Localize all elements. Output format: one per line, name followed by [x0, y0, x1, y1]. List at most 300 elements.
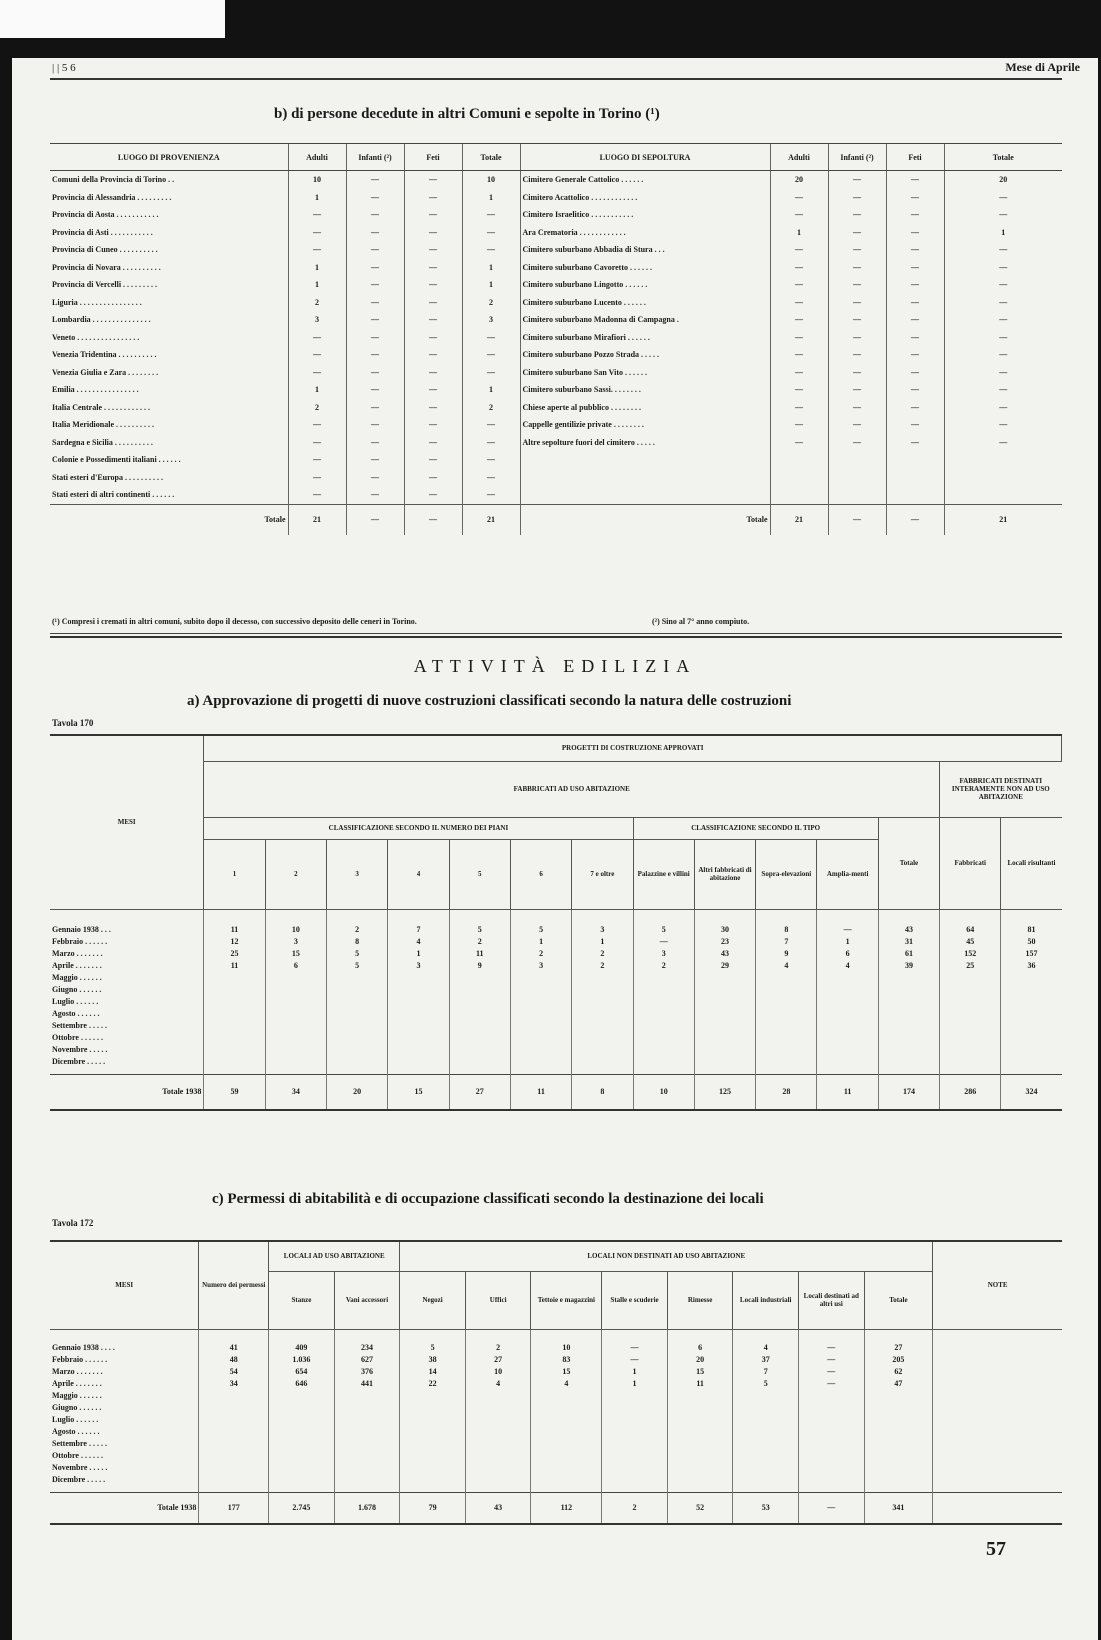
table-cell: — — [798, 1354, 864, 1366]
table-row — [50, 936, 1062, 948]
head-numero-piani: CLASSIFICAZIONE SECONDO IL NUMERO DEI PIANI — [204, 817, 633, 839]
total-cell: 174 — [878, 1074, 939, 1110]
table-cell: Cimitero suburbano Pozzo Strada . . . . . — [520, 346, 770, 364]
table-cell: Cimitero suburbano San Vito . . . . . . — [520, 364, 770, 382]
table-cell: 4 — [817, 960, 878, 972]
table-cell — [886, 486, 944, 504]
table-cell: Provincia di Aosta . . . . . . . . . . . — [52, 210, 159, 220]
table-header-row — [50, 144, 1062, 171]
note-cell — [933, 1414, 1062, 1426]
table-cell: — — [828, 329, 886, 347]
table-cell — [510, 1056, 571, 1068]
table-cell — [878, 972, 939, 984]
table-cell: 5 — [633, 909, 694, 936]
note-cell — [933, 1474, 1062, 1486]
table-cell: 2 — [288, 399, 346, 417]
table-cell: Venezia Giulia e Zara . . . . . . . . — [52, 367, 159, 377]
table-cell: 43 — [878, 909, 939, 936]
table-cell — [204, 1056, 265, 1068]
table-cell — [878, 1056, 939, 1068]
table-cell — [798, 1390, 864, 1402]
col-locali-altri-usi: Locali destinati ad altri usi — [798, 1271, 864, 1329]
table-cell: 4 — [733, 1329, 799, 1354]
note-cell — [933, 1329, 1062, 1354]
table-cell — [733, 1462, 799, 1474]
table-cell: 1 — [288, 381, 346, 399]
table-cell — [828, 469, 886, 487]
total-cell: 8 — [572, 1074, 633, 1110]
table-cell — [449, 972, 510, 984]
table-cell — [334, 1462, 400, 1474]
table-cell: — — [404, 241, 462, 259]
table-cell: 4 — [388, 936, 449, 948]
table-cell: — — [288, 329, 346, 347]
table-cell — [944, 486, 1062, 504]
note-cell — [933, 1390, 1062, 1402]
table-cell: — — [886, 311, 944, 329]
table-cell — [756, 1008, 817, 1020]
table-cell — [733, 1390, 799, 1402]
table-row — [50, 996, 1062, 1008]
table-cell — [1001, 1020, 1062, 1032]
table-cell: 27 — [864, 1329, 933, 1354]
table-cell: 654 — [269, 1366, 335, 1378]
table-cell — [940, 996, 1001, 1008]
table-cell: — — [828, 241, 886, 259]
table-cell — [334, 1390, 400, 1402]
table-cell: 9 — [756, 948, 817, 960]
table-cell — [265, 1056, 326, 1068]
month-label: Febbraio . . . . . . — [52, 937, 108, 946]
month-label: Novembre . . . . . — [52, 1463, 108, 1472]
table-cell — [667, 1474, 733, 1486]
table-cell — [633, 1044, 694, 1056]
note-cell — [933, 1354, 1062, 1366]
table-cell: 15 — [667, 1366, 733, 1378]
month-label: Aprile . . . . . . . — [52, 961, 102, 970]
table-cell — [326, 1032, 387, 1044]
col-infanti: Infanti (²) — [346, 144, 404, 171]
rule-1 — [50, 633, 1062, 634]
month-label: Dicembre . . . . . — [52, 1057, 106, 1066]
table-cell — [400, 1426, 466, 1438]
table-cell: Altre sepolture fuori del cimitero . . . . . — [520, 434, 770, 452]
table-cell — [733, 1474, 799, 1486]
head-progetti: PROGETTI DI COSTRUZIONE APPROVATI — [204, 735, 1062, 761]
table-row — [50, 1378, 1062, 1390]
table-cell — [667, 1402, 733, 1414]
total-cell: 43 — [465, 1492, 531, 1524]
table-cell: — — [404, 294, 462, 312]
table-cell: — — [828, 416, 886, 434]
col-totale: Totale — [878, 817, 939, 909]
table-projects-body — [50, 909, 1062, 1110]
month-label: Febbraio . . . . . . — [52, 1355, 108, 1364]
table-cell: 14 — [400, 1366, 466, 1378]
table-cell: 441 — [334, 1378, 400, 1390]
table-cell — [400, 1438, 466, 1450]
month-label: Maggio . . . . . . — [52, 1391, 102, 1400]
table-row — [50, 1032, 1062, 1044]
col-palazzine: Palazzine e villini — [633, 839, 694, 909]
table-cell: — — [944, 189, 1062, 207]
table-cell: 20 — [667, 1354, 733, 1366]
table-cell — [878, 1008, 939, 1020]
table-cell — [798, 1438, 864, 1450]
table-cell — [940, 1056, 1001, 1068]
table-cell: 234 — [334, 1329, 400, 1354]
table-cell: — — [462, 364, 520, 382]
table-cell: — — [602, 1354, 668, 1366]
table-cell: 1 — [944, 224, 1062, 242]
table-cell — [864, 1438, 933, 1450]
table-cell — [694, 1056, 755, 1068]
note-cell — [933, 1366, 1062, 1378]
table-cell: 1 — [462, 276, 520, 294]
table-cell: — — [288, 241, 346, 259]
table-cell: — — [770, 364, 828, 382]
table-cell: 15 — [265, 948, 326, 960]
table-cell: — — [886, 224, 944, 242]
table-cell: — — [944, 434, 1062, 452]
table-cell: — — [886, 381, 944, 399]
total-cell: 79 — [400, 1492, 466, 1524]
table-cell: 61 — [878, 948, 939, 960]
section-a-title: a) Approvazione di progetti di nuove costruzioni classificati secondo la natura delle costruzioni — [187, 693, 792, 709]
table-cell: — — [770, 311, 828, 329]
col-tettoie: Tettoie e magazzini — [531, 1271, 602, 1329]
table-cell: 1 — [288, 259, 346, 277]
month-label: Novembre . . . . . — [52, 1045, 108, 1054]
table-cell: — — [404, 171, 462, 189]
table-cell — [204, 996, 265, 1008]
table-cell: 205 — [864, 1354, 933, 1366]
table-cell: — — [404, 469, 462, 487]
table-cell — [572, 1020, 633, 1032]
table-cell — [269, 1450, 335, 1462]
section-c-title: c) Permessi di abitabilità e di occupazione classificati secondo la destinazione dei locali — [212, 1191, 764, 1207]
table-cell: 3 — [572, 909, 633, 936]
table-cell — [449, 1044, 510, 1056]
tavola-170: Tavola 170 — [52, 718, 94, 728]
month-label: Maggio . . . . . . — [52, 973, 102, 982]
table-cell: — — [346, 434, 404, 452]
month-label: Settembre . . . . . — [52, 1439, 107, 1448]
table-cell: 1 — [388, 948, 449, 960]
table-cell: Lombardia . . . . . . . . . . . . . . . — [52, 315, 151, 325]
table-cell: 409 — [269, 1329, 335, 1354]
table-cell — [334, 1438, 400, 1450]
table-cell — [1001, 984, 1062, 996]
table-cell — [817, 1044, 878, 1056]
month-label: Giugno . . . . . . — [52, 1403, 102, 1412]
table-cell: 5 — [326, 948, 387, 960]
col-piani-6: 6 — [510, 839, 571, 909]
table-cell: — — [404, 224, 462, 242]
table-cell: Cimitero suburbano Lingotto . . . . . . — [520, 276, 770, 294]
table-cell: — — [798, 1366, 864, 1378]
col-rimesse: Rimesse — [667, 1271, 733, 1329]
table-cell: — — [944, 346, 1062, 364]
table-cell: Provincia di Cuneo . . . . . . . . . . — [52, 245, 158, 255]
table-cell — [864, 1450, 933, 1462]
table-cell — [400, 1462, 466, 1474]
table-cell — [886, 451, 944, 469]
head-fabbricati-non-abitazione: FABBRICATI DESTINATI INTERAMENTE NON AD USO ABITAZIONE — [940, 761, 1062, 817]
total-row — [50, 504, 1062, 535]
table-cell: — — [346, 276, 404, 294]
table-cell: 157 — [1001, 948, 1062, 960]
table-cell: — — [462, 451, 520, 469]
table-cell: — — [886, 171, 944, 189]
table-cell — [269, 1402, 335, 1414]
table-cell: 3 — [510, 960, 571, 972]
table-cell — [817, 1020, 878, 1032]
table-row — [50, 486, 1062, 504]
table-cell — [828, 451, 886, 469]
table-cell — [199, 1438, 269, 1450]
table-row — [50, 206, 1062, 224]
table-cell: 20 — [770, 171, 828, 189]
month-label: Aprile . . . . . . . — [52, 1379, 102, 1388]
table-cell: 5 — [449, 909, 510, 936]
table-cell — [388, 1032, 449, 1044]
table-cell: — — [404, 259, 462, 277]
header-right: Mese di Aprile — [1005, 60, 1080, 74]
total-cell: — — [798, 1492, 864, 1524]
table-cell — [770, 486, 828, 504]
table-cell: — — [346, 486, 404, 504]
table-burials — [50, 143, 1062, 535]
table-cell — [334, 1414, 400, 1426]
table-cell: — — [462, 206, 520, 224]
table-row — [50, 276, 1062, 294]
table-cell — [770, 451, 828, 469]
table-row — [50, 171, 1062, 189]
month-label: Luglio . . . . . . — [52, 1415, 99, 1424]
table-cell: — — [462, 329, 520, 347]
table-cell — [269, 1438, 335, 1450]
total-cell: — — [886, 504, 944, 535]
rule-2 — [50, 636, 1062, 638]
table-cell — [602, 1402, 668, 1414]
note-cell — [933, 1402, 1062, 1414]
table-cell — [204, 1032, 265, 1044]
table-cell: — — [770, 416, 828, 434]
table-cell: 12 — [204, 936, 265, 948]
table-cell: — — [404, 399, 462, 417]
table-cell — [572, 984, 633, 996]
table-row — [50, 1354, 1062, 1366]
table-cell: — — [886, 189, 944, 207]
table-cell: — — [828, 381, 886, 399]
table-cell: 646 — [269, 1378, 335, 1390]
table-cell: — — [886, 416, 944, 434]
month-label: Giugno . . . . . . — [52, 985, 102, 994]
table-cell: 11 — [449, 948, 510, 960]
table-cell — [756, 984, 817, 996]
table-cell — [204, 984, 265, 996]
table-cell — [1001, 1032, 1062, 1044]
table-cell: 2 — [462, 294, 520, 312]
table-cell: — — [346, 241, 404, 259]
month-label: Luglio . . . . . . — [52, 997, 99, 1006]
table-cell — [756, 1056, 817, 1068]
table-cell: — — [886, 241, 944, 259]
table-cell: — — [798, 1378, 864, 1390]
table-cell: — — [633, 936, 694, 948]
table-cell: 9 — [449, 960, 510, 972]
table-cell — [269, 1390, 335, 1402]
table-cell: 6 — [667, 1329, 733, 1354]
table-cell — [878, 1032, 939, 1044]
total-cell: 324 — [1001, 1074, 1062, 1110]
table-cell: — — [944, 294, 1062, 312]
table-cell: 8 — [756, 909, 817, 936]
table-cell: 22 — [400, 1378, 466, 1390]
table-cell: — — [462, 224, 520, 242]
table-cell: 1.036 — [269, 1354, 335, 1366]
table-cell: — — [886, 276, 944, 294]
table-cell — [531, 1414, 602, 1426]
table-cell — [798, 1402, 864, 1414]
table-cell — [199, 1390, 269, 1402]
table-cell: 8 — [326, 936, 387, 948]
table-cell — [864, 1414, 933, 1426]
col-piani-2: 2 — [265, 839, 326, 909]
table-cell — [1001, 996, 1062, 1008]
table-permits — [50, 1240, 1062, 1525]
table-cell: Stati esteri di altri continenti . . . . . . — [52, 490, 175, 500]
table-row — [50, 294, 1062, 312]
table-cell: — — [828, 206, 886, 224]
table-cell: Provincia di Vercelli . . . . . . . . . — [52, 280, 158, 290]
table-cell — [694, 1044, 755, 1056]
table-cell — [756, 972, 817, 984]
table-cell: Provincia di Alessandria . . . . . . . . . — [52, 192, 172, 202]
note-cell — [933, 1462, 1062, 1474]
month-label: Agosto . . . . . . — [52, 1009, 100, 1018]
table-cell: — — [404, 416, 462, 434]
total-cell: 34 — [265, 1074, 326, 1110]
table-cell: — — [886, 329, 944, 347]
table-cell: 11 — [204, 909, 265, 936]
table-cell: — — [404, 206, 462, 224]
table-row — [50, 1438, 1062, 1450]
table-cell: — — [886, 346, 944, 364]
table-cell: — — [288, 486, 346, 504]
table-cell: 37 — [733, 1354, 799, 1366]
col-luogo-sepoltura: LUOGO DI SEPOLTURA — [520, 144, 770, 171]
col-mesi: MESI — [50, 735, 204, 909]
table-cell — [798, 1462, 864, 1474]
table-cell — [531, 1438, 602, 1450]
col-piani-3: 3 — [326, 839, 387, 909]
table-cell: — — [944, 416, 1062, 434]
note-cell — [933, 1438, 1062, 1450]
total-cell: 2 — [602, 1492, 668, 1524]
table-row — [50, 434, 1062, 452]
table-cell — [817, 984, 878, 996]
header-rule — [50, 78, 1062, 80]
table-cell: — — [944, 241, 1062, 259]
table-cell: Cimitero suburbano Sassi. . . . . . . . — [520, 381, 770, 399]
table-cell — [531, 1462, 602, 1474]
table-cell: Liguria . . . . . . . . . . . . . . . . — [52, 297, 142, 307]
col-adulti: Adulti — [288, 144, 346, 171]
table-cell: Sardegna e Sicilia . . . . . . . . . . — [52, 437, 153, 447]
table-cell: — — [404, 451, 462, 469]
table-cell: 4 — [531, 1378, 602, 1390]
table-cell: 10 — [265, 909, 326, 936]
table-cell — [449, 1056, 510, 1068]
table-permits-body — [50, 1329, 1062, 1524]
table-cell — [531, 1474, 602, 1486]
total-cell: 28 — [756, 1074, 817, 1110]
table-cell: — — [944, 206, 1062, 224]
table-cell: — — [346, 311, 404, 329]
table-cell — [510, 1044, 571, 1056]
table-cell — [269, 1474, 335, 1486]
head-tipo: CLASSIFICAZIONE SECONDO IL TIPO — [633, 817, 878, 839]
table-cell: — — [462, 241, 520, 259]
table-cell: — — [828, 434, 886, 452]
total-cell: 15 — [388, 1074, 449, 1110]
col-sopraelevazioni: Sopra-elevazioni — [756, 839, 817, 909]
table-cell — [510, 996, 571, 1008]
total-row — [50, 1074, 1062, 1110]
table-cell — [633, 996, 694, 1008]
table-row — [50, 259, 1062, 277]
table-cell: 1 — [462, 189, 520, 207]
table-cell — [326, 1056, 387, 1068]
table-cell — [633, 984, 694, 996]
table-cell: — — [346, 206, 404, 224]
table-cell — [510, 1020, 571, 1032]
table-cell — [465, 1390, 531, 1402]
table-cell — [878, 1020, 939, 1032]
col-piani-7-oltre: 7 e oltre — [572, 839, 633, 909]
table-cell — [602, 1462, 668, 1474]
table-cell — [400, 1414, 466, 1426]
table-cell — [798, 1450, 864, 1462]
table-cell — [864, 1474, 933, 1486]
table-cell — [265, 972, 326, 984]
table-cell — [265, 1032, 326, 1044]
table-cell — [694, 1008, 755, 1020]
table-cell: — — [346, 399, 404, 417]
table-cell — [449, 1032, 510, 1044]
table-cell — [449, 996, 510, 1008]
table-cell — [400, 1450, 466, 1462]
table-cell: 1 — [817, 936, 878, 948]
table-row — [50, 311, 1062, 329]
table-row — [50, 346, 1062, 364]
table-cell — [572, 972, 633, 984]
table-cell — [602, 1474, 668, 1486]
table-cell: Venezia Tridentina . . . . . . . . . . — [52, 350, 157, 360]
table-cell — [602, 1450, 668, 1462]
table-cell: — — [886, 206, 944, 224]
table-cell: — — [462, 486, 520, 504]
col-altri-fabbricati: Altri fabbricati di abitazione — [694, 839, 755, 909]
col-note: NOTE — [933, 1241, 1062, 1329]
table-cell: — — [288, 451, 346, 469]
table-burials-body — [50, 171, 1062, 535]
table-cell — [1001, 1056, 1062, 1068]
table-cell: — — [288, 206, 346, 224]
table-cell: — — [404, 364, 462, 382]
